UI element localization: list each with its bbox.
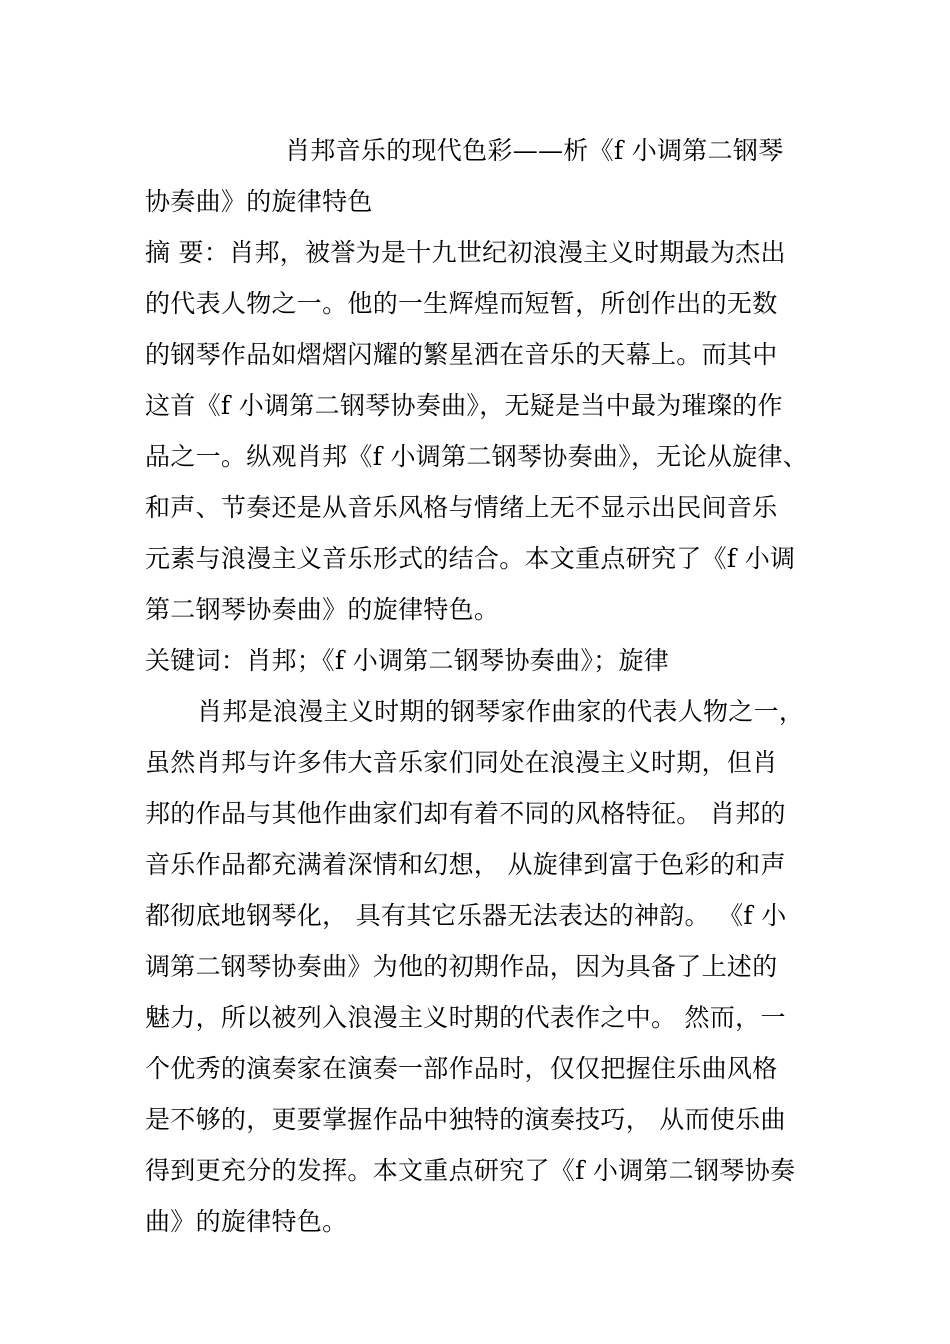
abstract-line-8: 第二钢琴协奏曲》的旋律特色。 <box>145 595 500 624</box>
abstract-line-5: 品之一。纵观肖邦《f 小调第二钢琴协奏曲》，无论从旋律、 <box>145 442 809 471</box>
body-line-7: 魅力，所以被列入浪漫主义时期的代表作之中。 然而，一 <box>145 1003 786 1032</box>
body-line-11: 曲》的旋律特色。 <box>145 1207 348 1236</box>
title-line-1: 肖邦音乐的现代色彩——析《f 小调第二钢琴 <box>285 136 784 165</box>
title-line-2: 协奏曲》的旋律特色 <box>145 187 373 216</box>
body-line-1: 肖邦是浪漫主义时期的钢琴家作曲家的代表人物之一， <box>197 697 805 726</box>
abstract-line-2: 的代表人物之一。他的一生辉煌而短暂，所创作出的无数 <box>145 289 778 318</box>
abstract-line-4: 这首《f 小调第二钢琴协奏曲》，无疑是当中最为璀璨的作 <box>145 391 783 420</box>
abstract-line-1: 摘 要：肖邦，被誉为是十九世纪初浪漫主义时期最为杰出 <box>145 238 786 267</box>
keywords-line: 关键词：肖邦；《f 小调第二钢琴协奏曲》；旋律 <box>145 646 670 675</box>
body-line-10: 得到更充分的发挥。本文重点研究了《f 小调第二钢琴协奏 <box>145 1156 796 1185</box>
body-line-2: 虽然肖邦与许多伟大音乐家们同处在浪漫主义时期，但肖 <box>145 748 778 777</box>
body-line-5: 都彻底地钢琴化， 具有其它乐器无法表达的神韵。 《f 小 <box>145 901 787 930</box>
body-line-4: 音乐作品都充满着深情和幻想， 从旋律到富于色彩的和声 <box>145 850 786 879</box>
body-line-9: 是不够的，更要掌握作品中独特的演奏技巧， 从而使乐曲 <box>145 1105 786 1134</box>
abstract-line-7: 元素与浪漫主义音乐形式的结合。本文重点研究了《f 小调 <box>145 544 796 573</box>
body-line-8: 个优秀的演奏家在演奏一部作品时，仅仅把握住乐曲风格 <box>145 1054 778 1083</box>
abstract-line-3: 的钢琴作品如熠熠闪耀的繁星洒在音乐的天幕上。而其中 <box>145 340 778 369</box>
body-line-3: 邦的作品与其他作曲家们却有着不同的风格特征。 肖邦的 <box>145 799 786 828</box>
abstract-line-6: 和声、节奏还是从音乐风格与情绪上无不显示出民间音乐 <box>145 493 778 522</box>
body-line-6: 调第二钢琴协奏曲》为他的初期作品，因为具备了上述的 <box>145 952 778 981</box>
